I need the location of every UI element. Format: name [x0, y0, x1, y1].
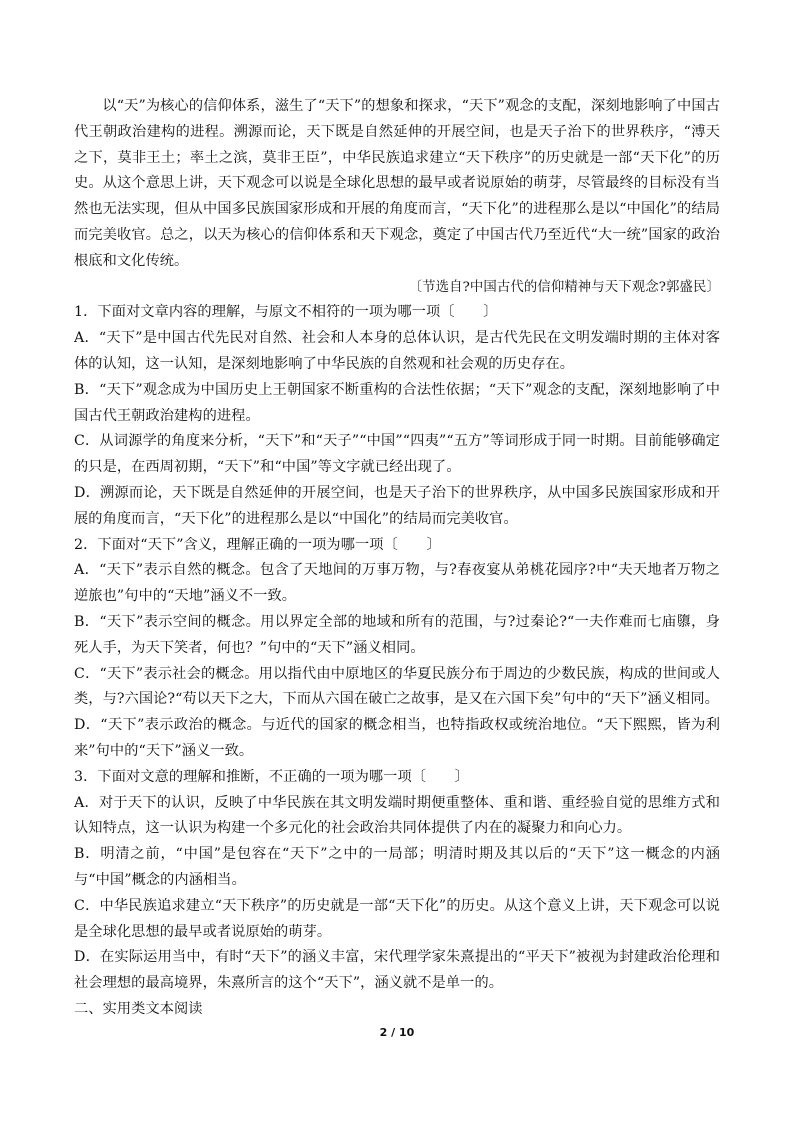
- question-1: [74, 300, 720, 532]
- option-a: A．“天下”是中国古代先民对自然、社会和人本身的总体认识，是古代先民在文明发端时期的主体对客体的认知，这一认知，是深刻地影响了中华民族的自然观和社会观的历史存在。: [74, 330, 720, 372]
- option-b: B．明清之前，“中国”是包容在“天下”之中的一局部；明清时期及其以后的“天下”这一概念的内涵与“中国”概念的内涵相当。: [74, 846, 720, 888]
- option-a: A．对于天下的认识，反映了中华民族在其文明发端时期便重整体、重和谐、重经验自觉的思维方式和认知特点，这一认识为构建一个多元化的社会政治共同体提供了内在的凝聚力和向心力。: [74, 794, 720, 837]
- option-b: B．“天下”表示空间的概念。用以界定全部的地域和所有的范围，与?过秦论?“一夫作难而七庙隳，身死人手，为天下笑者，何也？”句中的“天下”涵义相同。: [74, 613, 720, 656]
- page-number: 2 / 10: [379, 1026, 415, 1039]
- question-stem: 3．下面对文意的理解和推断，不正确的一项为哪一项〔 〕: [74, 768, 469, 785]
- question-3: [74, 765, 720, 997]
- option-d: D．“天下”表示政治的概念。与近代的国家的概念相当，也特指政权或统治地位。“天下熙熙，皆为利来”句中的“天下”涵义一致。: [74, 717, 720, 759]
- option-b: B．“天下”观念成为中国历史上王朝国家不断重构的合法性依据；“天下”观念的支配，深刻地影响了中国古代王朝政治建构的进程。: [74, 381, 720, 424]
- question-stem: 1．下面对文章内容的理解，与原文不相符的一项为哪一项〔 〕: [74, 304, 498, 321]
- question-stem: 2．下面对“天下”含义，理解正确的一项为哪一项〔 〕: [74, 536, 441, 553]
- question-2: [74, 533, 720, 765]
- option-d: D．溯源而论，天下既是自然延伸的开展空间，也是天子治下的世界秩序，从中国多民族国家形成和开展的角度而言，“天下化”的进程那么是以“中国化”的结局而完美收官。: [74, 484, 720, 527]
- passage-source: 〔节选自?中国古代的信仰精神与天下观念?郭盛民〕: [408, 279, 720, 295]
- passage-paragraph: 以“天”为核心的信仰体系，滋生了“天下”的想象和探求，“天下”观念的支配，深刻地影响了中国古代王朝政治建构的进程。溯源而论，天下既是自然延伸的开展空间，也是天子治下的世界秩序，“溥天之下，莫非王土；率土之滨，莫非王臣”，中华民族追求建立“天下秩序”的历史就是一部“天下化”的历史。从这个意思上讲，天下观念可以说是全球化思想的最早或者说原始的萌芽，尽管最终的目标没有当然也无法实现，但从中国多民族国家形成和开展的角度而言，“天下化”的进程那么是以“中国化”的结局而完美收官。总之，以天为核心的信仰体系和天下观念，奠定了中国古代乃至近代“大一统”国家的政治根底和文化传统。: [74, 98, 720, 269]
- option-c: C．从词源学的角度来分析，“天下”和“天子”“中国”“四夷”“五方”等词形成于同一时期。目前能够确定的只是，在西周初期，“天下”和“中国”等文字就已经出现了。: [74, 433, 720, 476]
- section-heading: 二、实用类文本阅读: [74, 1000, 203, 1017]
- option-d: D．在实际运用当中，有时“天下”的涵义丰富，宋代理学家朱熹提出的“平天下”被视为封建政治伦理和社会理想的最高境界，朱熹所言的这个“天下”，涵义就不是单一的。: [74, 949, 720, 992]
- document-page: [74, 94, 720, 1023]
- option-a: A．“天下”表示自然的概念。包含了天地间的万事万物，与?春夜宴从弟桃花园序?中“夫天地者万物之逆旅也”句中的“天地”涵义不一致。: [74, 562, 720, 605]
- option-c: C．中华民族追求建立“天下秩序”的历史就是一部“天下化”的历史。从这个意义上讲，天下观念可以说是全球化思想的最早或者说原始的萌芽。: [74, 897, 720, 940]
- option-c: C．“天下”表示社会的概念。用以指代由中原地区的华夏民族分布于周边的少数民族，构成的世间或人类，与?六国论?“苟以天下之大，下而从六国在破亡之故事，是又在六国下矣”句中的“天下”涵义相同。: [74, 665, 720, 708]
